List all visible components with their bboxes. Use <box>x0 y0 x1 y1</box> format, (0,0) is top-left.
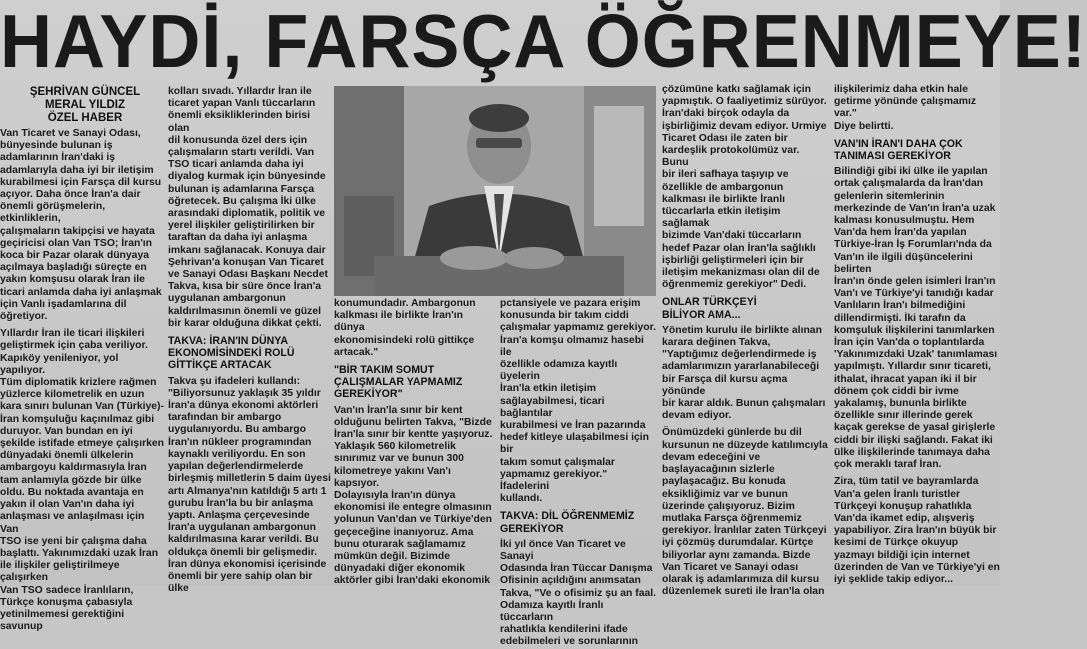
subheading: "BİR TAKIM SOMUT ÇALIŞMALAR YAPMAMIZ GEREKİYOR" <box>334 364 463 401</box>
byline <box>0 86 170 125</box>
paragraph: İki yıl önce Van Ticaret ve Sanayi Odasında İran Tüccar Danışma Ofisinin açıldığını anımsatan Takva, "Ve o ofisimiz şu an faal. Odamıza kayıtlı İranlı tüccarların rahatlıkla kendilerini ifade edebilmeleri ve sorunlarının <box>500 538 657 648</box>
subheading: TAKVA: İRAN'IN DÜNYA EKONOMİSİNDEKİ ROLÜ GİTTİKÇE ARTACAK <box>168 335 295 372</box>
subheading: ONLAR TÜRKÇEYİ BİLİYOR AMA... <box>662 296 757 321</box>
byline-author: ŞEHRİVAN GÜNCEL <box>29 86 141 98</box>
headline: HAYDİ, FARSÇA ÖĞRENMEYE! <box>0 0 1087 84</box>
paragraph: Zira, tüm tatil ve bayramlarda Van'a gelen İranlı turistler Türkçeyi konuşup rahatlıkla Van'da ikamet edip, alışveriş yapabiliyor. Zira İran'ın büyük bir kesimi de Türkçe okuyup yazmayı bildiği için internet üzerinden de Van ve Türkiye'yi en iyi şeklide takip ediyor... <box>834 476 1000 585</box>
article-column-1 <box>0 128 165 633</box>
paragraph: Bilindiği gibi iki ülke ile yapılan ortak çalışmalarda da İran'dan gelenlerin sitemlerinin merkezinde de Van'ın İran'a uzak kalması konusulmuştu. Hem Van'da hem İran'da yapılan Türkiye-İran İş Forumları'nda da Van'ın ile ilgili düşüncelerini belirten İran'ın önde gelen isimleri İran'ın Van'ı ve Türkiye'yi tanıdığı kadar Vanlıların İran'ı bilmediğini dillendirmişti. İki tarafın da komşuluk ilişkilerini tanımlarken İran için Van'da o toplantılarda 'Yakınımızdaki Uzak' tanımlaması yapılmıştı. Yıllardır sınır ticareti, ithalat, ihracat yapan iki il bir dönem çok ciddi bir ivme yakalamış, bununla birlikte özellikle sınır illerinde gerek kaçak gerekse de yasal girişlerle ciddi bir ilişki sağlandı. Fakat iki ülke ilişkilerinde tanımaya daha çok meraklı taraf İran. <box>834 166 998 471</box>
portrait-photo-illustration <box>334 86 656 296</box>
subheading: VAN'IN İRAN'I DAHA ÇOK TANIMASI GEREKİYOR <box>834 137 963 163</box>
article-photo <box>334 86 656 296</box>
byline-desk: ÖZEL HABER <box>47 112 123 124</box>
paragraph: Yönetim kurulu ile birlikte alınan karara değinen Takva, "Yaptığımız değerlendirmede iş adamlarımızın yararlanabileceği bir Farsça dil kursu açma yönünde bir karar aldık. Bunun çalışmaları devam ediyor. <box>662 324 826 422</box>
paragraph: Yıllardır İran ile ticari ilişkileri geliştirmek için çaba veriliyor. Kapıköy yenileniyor, yol yapılıyor. Tüm diplomatik krizlere rağmen yüzlerce kilometrelik en uzun kara sınırı bulunan Van (Türkiye)- İran komşuluğu kaçınılmaz gibi duruyor. Van bundan en iyi şekilde istifade etmeye çalışırken dünyadaki önemli ülkelerin ambargoyu kaldırmasıyla İran tam anlamıyla gözde bir ülke oldu. Bu noktada avantaja en yakın il olan Van'ın daha iyi anlaşması ve anlaşılması için Van TSO ise yeni bir çalışma daha başlattı. Yakınımızdaki uzak İran ile ilişkiler geliştirilmeye çalışırken Van TSO sadece İranlıların, Türkçe konuşma çabasıyla yetinilmemesi gerektiğini savunup <box>0 328 165 633</box>
article-column-5 <box>662 84 828 598</box>
paragraph: çözümüne katkı sağlamak için yapmıştık. O faaliyetimiz sürüyor. İran'daki birçok odayla da işbirliğimiz devam ediyor. Urmiye Ticaret Odası ile zaten bir kardeşlik protokolümüz var. Bunu bir ileri safhaya taşıyıp ve özellikle de ambargonun kalkması ile birlikte İranlı tüccarlarla etkin iletişim sağlamak bizimde Van'daki tüccarların hedef Pazar olan İran'la sağlıklı işbirliği geliştirmeleri için bir iletişim mekanizması olan dil de öğrenmemiz gerekiyor" Dedi. <box>662 84 827 291</box>
article-column-3 <box>334 298 496 586</box>
paragraph: Takva şu ifadeleri kullandı: "Biliyorsunuz yaklaşık 35 yıldır İran'a dünya ekonomi aktörleri tarafından bir ambargo uygulanıyordu. Bu ambargo İran'ın nükleer programından kaynaklı veriliyordu. En son yapılan değerlendirmelerde birleşmiş milletlerin 5 daim üyesi artı Almanya'nın katıldığı 5 artı 1 gurubu İran'la bu bir anlaşma yaptı. Anlaşma çerçevesinde İran'a uygulanan ambargonun kaldırılmasına karar verildi. Bu oldukça önemli bir gelişmedir. İran dünya ekonomisi içerisinde önemli bir yere sahip olan bir ülke <box>168 375 331 595</box>
paragraph: kolları sıvadı. Yıllardır İran ile ticaret yapan Vanlı tüccarların önemli eksikliklerinden birisi olan dil konusunda özel ders için çalışmaların startı verildi. Van TSO ticari anlamda daha iyi diyalog kurmak için bünyesinde bulunan iş adamlarına Farsça öğretecek. Bu çalışma İki ülke arasındaki diplomatik, politik ve yerel ilişkiler geliştirilirken bir taraftan da daha iyi anlaşma imkanı sağlanacak. Konuya dair Şehrivan'a konuşan Van Ticaret ve Sanayi Odası Başkanı Necdet Takva, kısa bir süre önce İran'a uygulanan ambargonun kaldırılmasının önemli ve güzel bir karar olduğuna dikkat çekti. <box>168 86 328 329</box>
paragraph: Önümüzdeki günlerde bu dil kursunun ne düzeyde katılımcıyla devam edeceğini ve başlayacağının sizlerle paylaşacağız. Bu konuda eksikliğimiz var ve bunun üzerinde çalışıyoruz. Bizim mutlaka Farsça öğrenmemiz gerekiyor. İranlılar zaten Türkçeyi iyi çözmüş durumdalar. Kürtçe biliyorlar aynı zamanda. Bizde Van Ticaret ve Sanayi odası olarak iş adamlarımıza dil kursu düzenlemek sureti ile İran'la olan <box>662 427 828 598</box>
paragraph: Van'ın İran'la sınır bir kent olduğunu belirten Takva, "Bizde İran'la sınır bir kentte yaşıyoruz. Yaklaşık 560 kilometrelik sınırımız var ve bunun 300 kilometreye yakını Van'ı kapsıyor. Dolayısıyla İran'ın dünya ekonomisi ile entegre olmasının yolunun Van'dan ve Türkiye'den geçeceğine inanıyoruz. Ama bunu oturarak sağlamamız mümkün değil. Bizimde dünyadaki diğer ekonomik aktörler gibi İran'daki ekonomik <box>334 404 493 587</box>
article-column-4 <box>500 298 658 648</box>
article-column-6 <box>834 84 1000 586</box>
paragraph: pctansiyele ve pazara erişim konusunda bir takım ciddi çalışmalar yapmamız gerekiyor. İran'a komşu olmamız hasebi ile özellikle odamıza kayıtlı üyelerin İran'la etkin iletişim sağlayabilmesi, ticari bağlantılar kurabilmesi ve İran pazarında hedef kitleye ulaşabilmesi için bir takım somut çalışmalar yapmamız gerekiyor." İfadelerini kullandı. <box>500 298 656 505</box>
paragraph: konumundadır. Ambargonun kalkması ile birlikte İran'ın dünya ekonomisindeki rolü gittikçe artacak." <box>334 298 476 358</box>
byline-author-2: MERAL YILDIZ <box>44 99 126 111</box>
paragraph: ilişkilerimiz daha etkin hale getirme yönünde çalışmamız var." Diye belirtti. <box>834 84 977 132</box>
paragraph: Van Ticaret ve Sanayi Odası, bünyesinde bulunan iş adamlarının İran'daki iş adamlarıyla daha iyi bir iletişim kurabilmesi için Farsça dil kursu açıyor. Daha önce İran'a dair önemli görüşmelerin, etkinliklerin, çalışmaların takipçisi ve hayata geçiricisi olan Van TSO; İran'ın koca bir Pazar olarak dünyaya açılmaya başladığı süreçte en yakın komşusu olarak İran ile ticari anlamda daha iyi anlaşmak için Vanlı işadamlarına dil öğretiyor. <box>0 128 162 323</box>
article-column-2 <box>168 86 332 595</box>
subheading: TAKVA: DİL ÖĞRENMEMİZ GEREKİYOR <box>500 510 635 535</box>
